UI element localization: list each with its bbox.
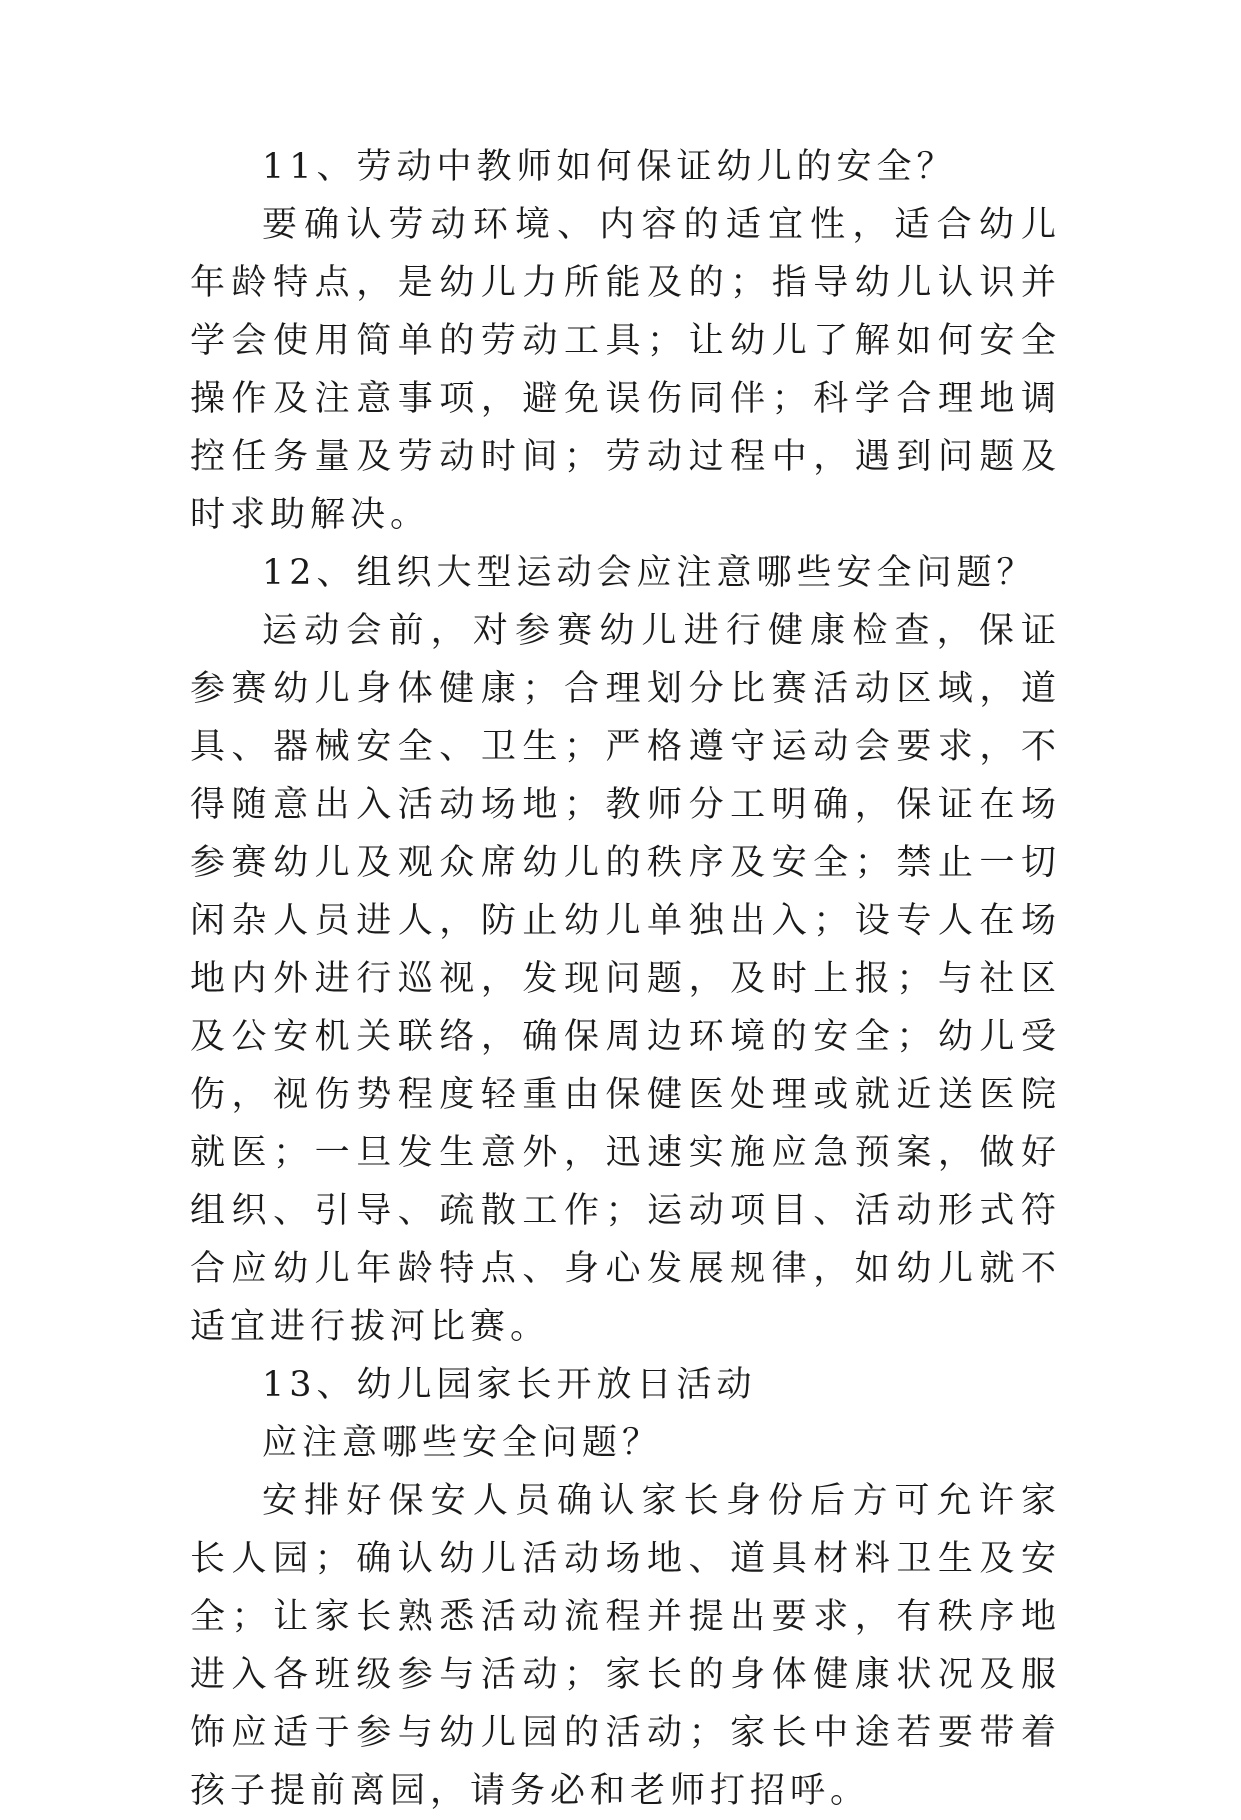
answer-11: 要确认劳动环境、内容的适宜性，适合幼儿年龄特点，是幼儿力所能及的；指导幼儿认识并学会使用简单的劳动工具；让幼儿了解如何安全操作及注意事项，避免误伤同伴；科学合理地调控任务量及劳动时间；劳动过程中，遇到问题及时求助解决。 xyxy=(190,205,1061,535)
question-11: 11、劳动中教师如何保证幼儿的安全？ xyxy=(262,147,957,187)
answer-13: 安排好保安人员确认家长身份后方可允许家长人园；确认幼儿活动场地、道具材料卫生及安全；让家长熟悉活动流程并提出要求，有秩序地进入各班级参与活动；家长的身体健康状况及服饰应适于参与幼儿园的活动；家长中途若要带着孩子提前离园，请务必和老师打招呼。 xyxy=(190,1481,1061,1811)
question-12: 12、组织大型运动会应注意哪些安全问题？ xyxy=(262,553,1037,593)
answer-12: 运动会前，对参赛幼儿进行健康检查，保证参赛幼儿身体健康；合理划分比赛活动区域，道具、器械安全、卫生；严格遵守运动会要求，不得随意出入活动场地；教师分工明确，保证在场参赛幼儿及观众席幼儿的秩序及安全；禁止一切闲杂人员进人，防止幼儿单独出入；设专人在场地内外进行巡视，发现问题，及时上报；与社区及公安机关联络，确保周边环境的安全；幼儿受伤，视伤势程度轻重由保健医处理或就近送医院就医；一旦发生意外，迅速实施应急预案，做好组织、引导、疏散工作；运动项目、活动形式符合应幼儿年龄特点、身心发展规律，如幼儿就不适宜进行拔河比赛。 xyxy=(190,611,1061,1347)
question-13: 13、幼儿园家长开放日活动 xyxy=(262,1365,757,1405)
question-13-continued: 应注意哪些安全问题？ xyxy=(262,1423,663,1463)
